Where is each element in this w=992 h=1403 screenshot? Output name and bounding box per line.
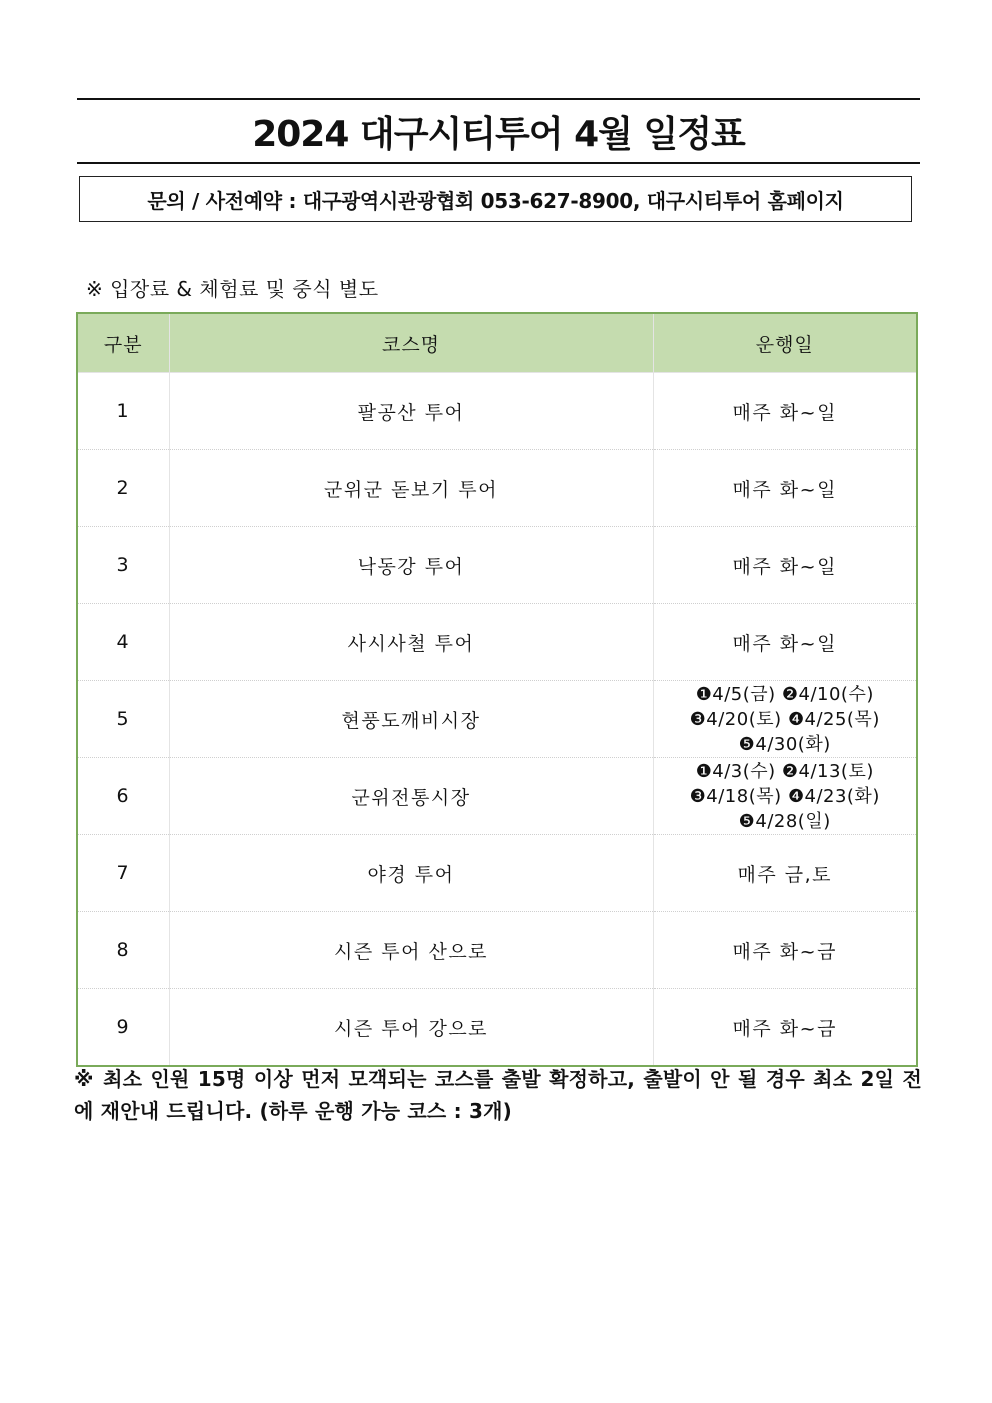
row-number: 9 xyxy=(77,989,169,1067)
operating-days xyxy=(653,989,917,1067)
row-number: 1 xyxy=(77,373,169,450)
operating-day-line: ❸4/20(토) ❹4/25(목) xyxy=(689,708,880,730)
operating-day-line: ❸4/18(목) ❹4/23(화) xyxy=(689,785,880,807)
operating-day-line: 매주 화~일 xyxy=(732,478,837,501)
schedule-table-body xyxy=(77,373,917,1067)
course-name: 야경 투어 xyxy=(169,835,653,912)
row-number: 2 xyxy=(77,450,169,527)
table-row xyxy=(77,527,917,604)
row-number: 6 xyxy=(77,758,169,835)
table-row xyxy=(77,604,917,681)
course-name: 현풍도깨비시장 xyxy=(169,681,653,758)
row-number: 3 xyxy=(77,527,169,604)
operating-day-line: 매주 화~일 xyxy=(732,401,837,424)
row-number: 8 xyxy=(77,912,169,989)
departure-note: ※ 최소 인원 15명 이상 먼저 모객되는 코스를 출발 확정하고, 출발이 안 될 경우 최소 2일 전에 재안내 드립니다. (하루 운행 가능 코스 : 3개) xyxy=(74,1067,922,1123)
operating-day-line: 매주 화~금 xyxy=(732,940,837,963)
table-row xyxy=(77,450,917,527)
table-header-row xyxy=(77,313,917,373)
course-name: 군위군 돋보기 투어 xyxy=(169,450,653,527)
row-number: 5 xyxy=(77,681,169,758)
row-number: 4 xyxy=(77,604,169,681)
operating-days xyxy=(653,450,917,527)
operating-days xyxy=(653,835,917,912)
operating-days xyxy=(653,912,917,989)
operating-day-line: ❺4/28(일) xyxy=(738,810,831,832)
operating-days xyxy=(653,373,917,450)
operating-days xyxy=(653,758,917,835)
row-number: 7 xyxy=(77,835,169,912)
operating-day-line: 매주 금,토 xyxy=(737,863,832,886)
schedule-table xyxy=(76,312,918,1067)
course-name: 사시사철 투어 xyxy=(169,604,653,681)
table-row xyxy=(77,912,917,989)
table-row xyxy=(77,758,917,835)
table-row xyxy=(77,989,917,1067)
header-days: 운행일 xyxy=(653,313,917,373)
course-name: 군위전통시장 xyxy=(169,758,653,835)
operating-day-line: 매주 화~일 xyxy=(732,632,837,655)
operating-days xyxy=(653,527,917,604)
course-name: 시즌 투어 강으로 xyxy=(169,989,653,1067)
operating-day-line: 매주 화~일 xyxy=(732,555,837,578)
header-course: 코스명 xyxy=(169,313,653,373)
table-row xyxy=(77,835,917,912)
operating-day-line: ❺4/30(화) xyxy=(738,733,831,755)
operating-day-line: ❶4/5(금) ❷4/10(수) xyxy=(695,683,874,705)
fee-note: ※ 입장료 & 체험료 및 중식 별도 xyxy=(86,277,379,301)
title-bar xyxy=(77,98,920,164)
operating-day-line: ❶4/3(수) ❷4/13(토) xyxy=(695,760,874,782)
course-name: 팔공산 투어 xyxy=(169,373,653,450)
course-name: 시즌 투어 산으로 xyxy=(169,912,653,989)
table-row xyxy=(77,681,917,758)
operating-days xyxy=(653,604,917,681)
page-title: 2024 대구시티투어 4월 일정표 xyxy=(252,113,745,155)
contact-box: 문의 / 사전예약 : 대구광역시관광협회 053-627-8900, 대구시티투어 홈페이지 xyxy=(79,176,912,222)
table-row xyxy=(77,373,917,450)
operating-day-line: 매주 화~금 xyxy=(732,1017,837,1040)
header-no: 구분 xyxy=(77,313,169,373)
operating-days xyxy=(653,681,917,758)
course-name: 낙동강 투어 xyxy=(169,527,653,604)
